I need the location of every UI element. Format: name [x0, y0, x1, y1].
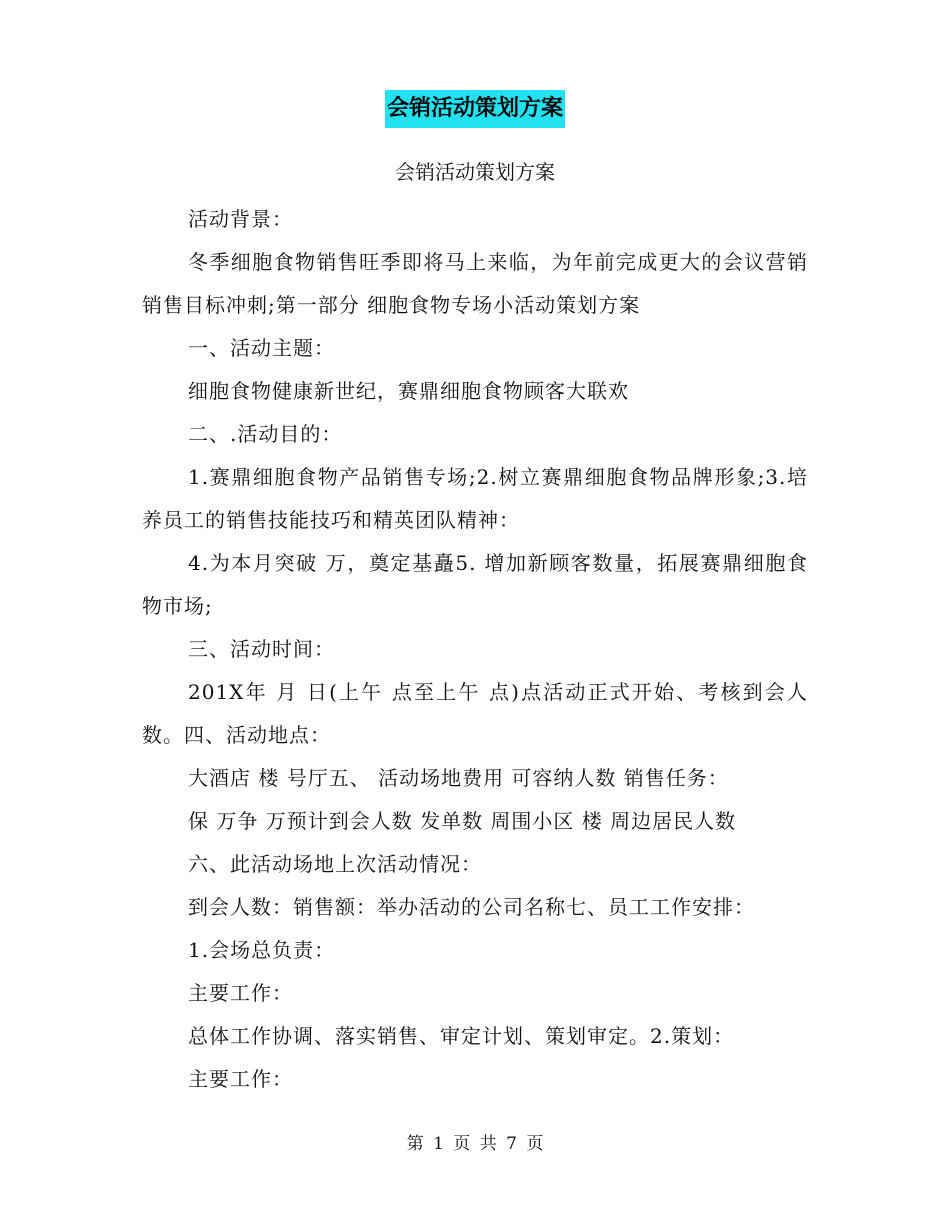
paragraph: 主要工作：: [188, 981, 293, 1005]
paragraph: 冬季细胞食物销售旺季即将马上来临，为年前完成更大的会议营销销售目标冲刺;第一部分 细胞食物专场小活动策划方案: [142, 250, 808, 317]
paragraph: 主要工作：: [188, 1067, 293, 1091]
paragraph: 总体工作协调、落实销售、审定计划、策划审定。2.策划：: [188, 1024, 735, 1048]
document-subtitle: 会销活动策划方案: [395, 160, 555, 184]
title-container: [0, 90, 950, 128]
document-body: [142, 198, 808, 1101]
document-title: 会销活动策划方案: [385, 90, 565, 128]
paragraph: 细胞食物健康新世纪，赛鼎细胞食物顾客大联欢: [188, 379, 629, 403]
paragraph: 保 万争 万预计到会人数 发单数 周围小区 楼 周边居民人数: [188, 809, 737, 833]
paragraph: 二、.活动目的：: [188, 422, 343, 446]
paragraph: 1.会场总负责：: [188, 938, 336, 962]
paragraph: 活动背景：: [188, 207, 293, 231]
paragraph: 大酒店 楼 号厅五、 活动场地费用 可容纳人数 销售任务：: [188, 766, 729, 790]
paragraph: 到会人数：销售额：举办活动的公司名称七、员工工作安排：: [188, 895, 755, 919]
paragraph: 三、活动时间：: [188, 637, 335, 661]
paragraph: 六、此活动场地上次活动情况：: [188, 852, 482, 876]
paragraph: 4.为本月突破 万，奠定基矗5. 增加新顾客数量，拓展赛鼎细胞食物市场;: [142, 551, 808, 618]
page-number-footer: 第 1 页 共 7 页: [406, 1134, 544, 1154]
paragraph: 201X年 月 日(上午 点至上午 点)点活动正式开始、考核到会人数。四、活动地点：: [142, 680, 808, 747]
paragraph: 1.赛鼎细胞食物产品销售专场;2.树立赛鼎细胞食物品牌形象;3.培养员工的销售技能技巧和精英团队精神：: [142, 465, 808, 532]
paragraph: 一、活动主题：: [188, 336, 335, 360]
